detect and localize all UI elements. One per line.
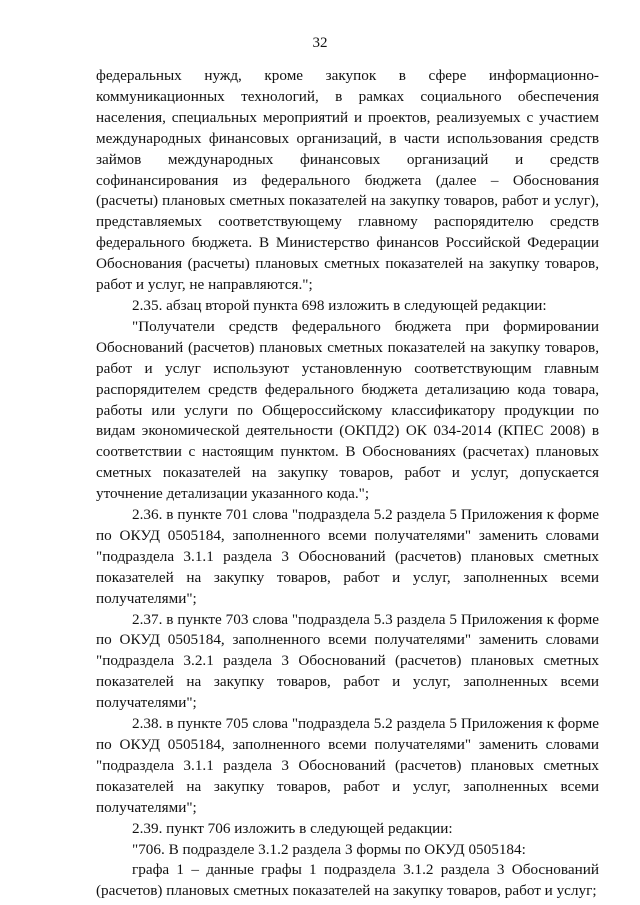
paragraph-item-2-39-graph-1: графа 1 – данные графы 1 подраздела 3.1.2 раздела 3 Обоснований (расчетов) плановых сметных показателей на закупку товаров, работ и услуг; <box>96 861 599 900</box>
document-body <box>96 66 599 902</box>
paragraph-item-2-39-quote: "706. В подразделе 3.1.2 раздела 3 формы по ОКУД 0505184: <box>132 840 526 858</box>
paragraph-item-2-39: 2.39. пункт 706 изложить в следующей редакции: <box>132 819 453 837</box>
page-number: 32 <box>312 35 328 51</box>
paragraph-item-2-35-quote: "Получатели средств федерального бюджета при формировании Обоснований (расчетов) плановых сметных показателей на закупку товаров, работ и услуг используют установленную соответствующим главным распорядителем средств федерального бюджета детализацию кода товара, работы или услуги по Общероссийскому классификатору продукции по видам экономической деятельности (ОКПД2) ОК 034-2014 (КПЕС 2008) в соответствии с настоящим пунктом. В Обоснованиях (расчетах) плановых сметных показателей на закупку товаров, работ и услуг, допускается уточнение детализации указанного кода."; <box>96 317 599 503</box>
paragraph-item-2-36: 2.36. в пункте 701 слова "подраздела 5.2 раздела 5 Приложения к форме по ОКУД 0505184, заполненного всеми получателями" заменить словами "подраздела 3.1.1 раздела 3 Обоснований (расчетов) плановых сметных показателей на закупку товаров, работ и услуг, заполненных всеми получателями"; <box>96 506 599 607</box>
paragraph-item-2-38: 2.38. в пункте 705 слова "подраздела 5.2 раздела 5 Приложения к форме по ОКУД 0505184, заполненного всеми получателями" заменить словами "подраздела 3.1.1 раздела 3 Обоснований (расчетов) плановых сметных показателей на закупку товаров, работ и услуг, заполненных всеми получателями"; <box>96 715 599 816</box>
paragraph-continuation: федеральных нужд, кроме закупок в сфере информационно-коммуникационных технологий, в рамках социального обеспечения населения, специальных мероприятий и проектов, реализуемых с участием международных финансовых организаций, в части использования средств займов международных финансовых организаций и средств софинансирования из федерального бюджета (далее – Обоснования (расчеты) плановых сметных показателей на закупку товаров, работ и услуг), представляемых соответствующему главному распорядителю средств федерального бюджета. В Министерство финансов Российской Федерации Обоснования (расчеты) плановых сметных показателей на закупку товаров, работ и услуг, не направляются."; <box>96 67 599 294</box>
paragraph-item-2-35: 2.35. абзац второй пункта 698 изложить в следующей редакции: <box>132 296 547 314</box>
paragraph-item-2-37: 2.37. в пункте 703 слова "подраздела 5.3 раздела 5 Приложения к форме по ОКУД 0505184, заполненного всеми получателями" заменить словами "подраздела 3.2.1 раздела 3 Обоснований (расчетов) плановых сметных показателей на закупку товаров, работ и услуг, заполненных всеми получателями"; <box>96 610 599 712</box>
